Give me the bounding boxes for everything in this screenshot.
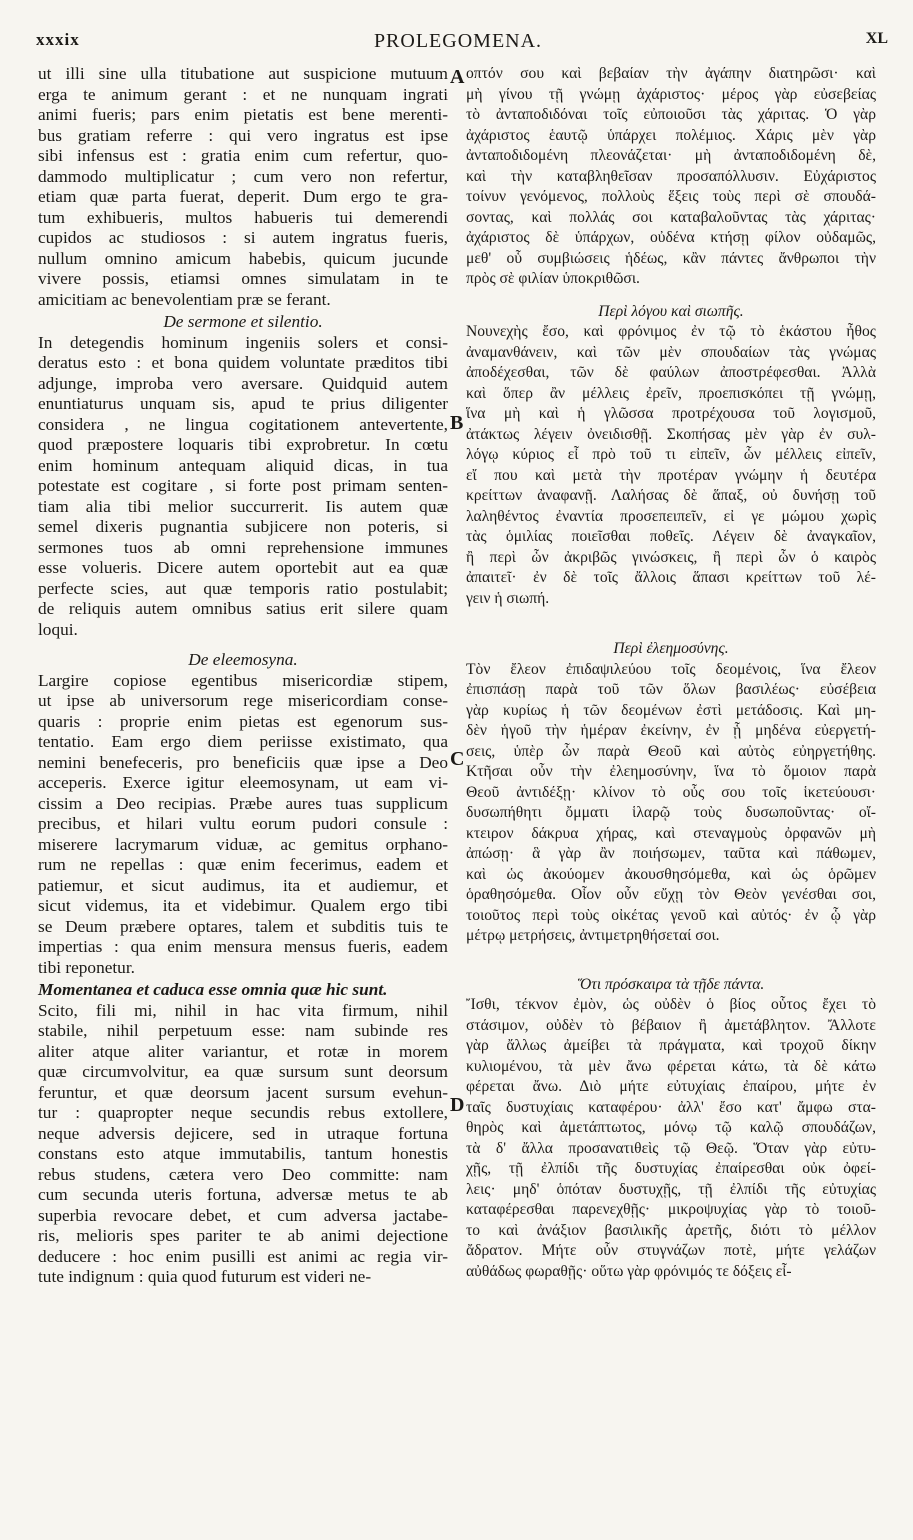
text-line: semel dixeris pugnantia subjicere non poteris, si — [38, 517, 448, 536]
text-line: γὰρ ἄλλως ἀμείβει τὰ πράγματα, καὶ τροχοῦ δίκην — [466, 1037, 876, 1054]
text-line: potestate est cogitare , si forte post primam senten- — [38, 476, 448, 495]
text-line: loqui. — [38, 619, 78, 639]
text-line: Κτῆσαι οὖν τὴν ἐλεημοσύνην, ἵνα τὸ ὅμοιον παρὰ — [466, 763, 876, 780]
text-line: ἐπισπάσῃ παρὰ τοῦ τῶν ὅλων βασιλέως· εὐσέβεια — [466, 681, 876, 698]
page-header — [28, 30, 888, 52]
text-line: καὶ ὅπερ ἂν μέλλεις ἐρεῖν, προεπισκόπει τῇ γνώμῃ, — [466, 384, 876, 402]
text-line: deducere : hoc enim pusilli est animi ac regia vir- — [38, 1246, 448, 1266]
text-line: bus gratiam referre : qui vero ingratus est ipse — [38, 125, 448, 145]
page-number-left: xxxix — [36, 30, 80, 49]
text-line: μεθ' οὗ συμβιώσεις ἡδέως, κἂν πάντες ἄνθρωποι τὴν — [466, 249, 876, 267]
text-line: Scito, fili mi, nihil in hac vita firmum, nihil — [38, 1000, 448, 1020]
text-line: γὰρ κυρίως ἡ τῶν δεομένων ἐστὶ μετάδοσις. Καὶ μη- — [466, 701, 876, 719]
text-line: feruntur, et quæ deorsum jacent sursum evehun- — [38, 1082, 448, 1102]
text-line: μέτρῳ μετρήσεις, ἀντιμετρηθήσεταί σοι. — [466, 927, 720, 944]
text-line: sibi infensus est : gratia enim cum refertur, quo- — [38, 146, 448, 165]
text-line: enim hominum antequam aliquid dicas, in tua — [38, 455, 448, 475]
text-line: Τὸν ἔλεον ἐπιδαψιλεύου τοῖς δεομένοις, ἵνα ἔλεον — [466, 660, 876, 678]
text-line: ἀπώσῃ· ἃ γὰρ ἂν ποιήσωμεν, ταῦτα καὶ πάθωμεν, — [466, 845, 876, 862]
text-line: καὶ ὡς ἀκούομεν ἀκουσθησόμεθα, καὶ ὡς ὁρῶμεν — [466, 865, 876, 883]
text-line: σοντας, καὶ πολλάς σοι καταβαλοῦντας τὰς χάριτας· — [466, 208, 876, 226]
text-line: patiemur, et sicut audimus, ita et audiemur, et — [38, 875, 448, 895]
text-line: κτειρον δάκρυα χήρας, καὶ στεναγμοὺς ὀρφανῶν μὴ — [466, 824, 876, 842]
text-line: deratus esto : et bona quidem voluntate præditos tibi — [38, 353, 448, 372]
text-line: tibi reponetur. — [38, 957, 135, 977]
text-line: λόγῳ κύριος εἶ πρὸ τοῦ τι εἰπεῖν, ὧν μέλλεις εἰπεῖν, — [466, 446, 876, 463]
text-line: ταῖς δυστυχίαις καταφέρου· ἀλλ' ἔσο κατ' ἄμφω στα- — [466, 1098, 876, 1116]
text-line: rebus studens, cætera vero Deo committe: nam — [38, 1164, 448, 1184]
section-heading: De sermone et silentio. — [163, 312, 323, 331]
text-line: δὲν ἡγοῦ τὴν ἡμέραν ἐκείνην, ἐν ᾗ μηδένα εὐεργετή- — [466, 722, 876, 739]
text-line: se Deum præbere optares, talem et subditis tuis te — [38, 916, 448, 936]
text-line: θηρὸς καὶ ἀμετάπτωτος, μόνῳ τῷ καλῷ σπουδάζων, — [466, 1119, 876, 1136]
text-line: ἀναμανθάνειν, καὶ τῶν μὲν σπουδαίων τὰς γνώμας — [466, 343, 876, 361]
text-line: neque adversis dejicere, sed in utraque fortuna — [38, 1123, 448, 1143]
text-line: tentatio. Eam ergo diem periisse existimato, qua — [38, 732, 448, 751]
text-line: καὶ τὴν καταβληθεῖσαν προσαπόλλυσιν. Εὐχάριστος — [466, 167, 876, 185]
text-line: ἵνα μὴ καὶ ἡ γλῶσσα προτρέχουσα τοῦ λογισμοῦ, — [466, 405, 876, 422]
text-line: κυλιομένου, τὰ μὲν ἄνω φέρεται κάτω, τὰ δὲ κάτω — [466, 1057, 876, 1075]
text-line: ἀποδέχεσθαι, τῶν δὲ φαύλων ἀποστρέφεσθαι. Ἀλλὰ — [466, 364, 876, 381]
text-line: ἀνταποδιδομένη πλεονάζεται· μὴ ἀνταποδιδομένη δὲ, — [466, 147, 876, 164]
text-line: σεις, ὑπὲρ ὧν παρὰ Θεοῦ καὶ αὐτὸς εὐηργετήθης. — [466, 742, 876, 760]
text-line: considera , ne lingua cogitationem antevertente, — [38, 414, 448, 434]
text-line: οπτόν σου καὶ βεβαίαν τὴν ἀγάπην διατηρῶσι· καὶ — [466, 65, 876, 82]
text-line: acceperis. Exerce igitur eleemosynam, ut eam vi- — [38, 773, 448, 792]
greek-column — [466, 64, 876, 1282]
text-line: τὸ ἀνταποδιδόναι τοῖς εὐποιοῦσι τὰς χάριτας. Ὁ γὰρ — [466, 106, 876, 123]
text-line: ἀτάκτως λέγειν ὀνειδισθῇ. Σκοπήσας μὲν γὰρ ἐν συλ- — [466, 425, 876, 443]
text-line: το καὶ ἀνάξιον βασιλικῆς ἀρετῆς, διότι τὸ μέλλον — [466, 1221, 876, 1239]
section-heading: Ὅτι πρόσκαιρα τὰ τῇδε πάντα. — [577, 975, 765, 993]
text-line: sicut videmus, ita et videbimur. Qualem ergo tibi — [38, 896, 448, 915]
text-line: Νουνεχὴς ἔσο, καὶ φρόνιμος ἐν τῷ τὸ ἑκάστου ἦθος — [466, 323, 876, 340]
text-line: tute indignum : quia quod futurum est videri ne- — [38, 1267, 372, 1286]
text-line: λαληθέντος ἐναντία προσεπειπεῖν, εἰ γε μώμου χωρὶς — [466, 507, 876, 525]
text-line: tur : quapropter neque secundis rebus extollere, — [38, 1103, 448, 1122]
text-line: Ἴσθι, τέκνον ἐμὸν, ὡς οὐδὲν ὁ βίος οὗτος ἔχει τὸ — [466, 996, 876, 1013]
text-line: λεις· μηδ' ὁπόταν δυστυχῇς, τῇ ἐλπίδι τῆς εὐτυχίας — [466, 1180, 876, 1198]
text-line: κρείττων ἀναφανῇ. Λαλήσας δὲ ἅπαξ, οὐ δυνήσῃ τοῦ — [466, 487, 876, 504]
text-line: nemini benefeceris, pro beneficiis quæ ipse a Deo — [38, 752, 448, 772]
text-line: cum secunda uteris fortuna, adversæ metus te ab — [38, 1185, 448, 1204]
text-line: τὰ δ' ἄλλα προσανατιθεὶς τῷ Θεῷ. Ὅταν γὰρ εὐτυ- — [466, 1139, 876, 1157]
text-line: δυσωπήθητι ὄμματι ἱλαρῷ τοὺς δυσωποῦντας· οἴ- — [466, 804, 876, 821]
text-line: φέρεται ἄνω. Διὸ μήτε εὐτυχίαις ἐπαίρου, μήτε ἐν — [466, 1078, 876, 1095]
text-line: στάσιμον, οὐδὲν τὸ βέβαιον ἢ ἀμετάβλητον. Ἄλλοτε — [466, 1016, 876, 1034]
text-line: In detegendis hominum ingeniis solers et consi- — [38, 332, 448, 352]
text-line: superbia revocare debet, et cum adversa jactabe- — [38, 1205, 448, 1225]
margin-letter-c: C — [450, 748, 465, 770]
text-line: etiam quæ parta fuerat, deperit. Dum ergo te gra- — [38, 187, 448, 206]
section-heading: Momentanea et caduca esse omnia quæ hic sunt. — [38, 980, 388, 999]
text-line: adjunge, improba vero aversare. Quidquid autem — [38, 373, 448, 393]
text-line: γειν ἡ σιωπή. — [466, 589, 550, 607]
text-line: de reliquis autem omnibus satius erit silere quam — [38, 599, 448, 618]
latin-column — [38, 64, 448, 1288]
text-line: ut illi sine ulla titubatione aut suspicione mutuum — [38, 64, 448, 83]
text-line: impertias : qua enim mensura mensus fueris, eadem — [38, 937, 448, 956]
text-line: χῇς, τῇ ἐλπίδι τῆς δυστυχίας ἐπαίρεσθαι οὐκ ὀφεί- — [466, 1160, 876, 1177]
text-line: ut ipse ab universorum rege misericordiam conse- — [38, 691, 448, 710]
text-line: ἀχάριστος δὲ ὑπάρχων, οὐδένα κτήσῃ φίλον οὐδαμῶς, — [466, 229, 876, 246]
section-heading: Περὶ ἐλεημοσύνης. — [613, 640, 729, 657]
section-heading: Περὶ λόγου καὶ σιωπῆς. — [598, 302, 744, 320]
text-line: Θεοῦ ἀντιδέξῃ· κλίνον τὸ οὖς σου τοῖς ἱκετεύουσι· — [466, 783, 876, 801]
text-line: stabile, nihil perpetuum esse: nam subinde res — [38, 1021, 448, 1040]
text-line: sermones tuos ab omni reprehensione immunes — [38, 537, 448, 557]
text-line: miserere lacrymarum viduæ, ac gemitus orphano- — [38, 834, 448, 854]
page-number-right: XL — [865, 30, 888, 47]
text-line: πρὸς σὲ φιλίαν ὑποκριθῶσι. — [466, 270, 640, 287]
text-line: perfecte scies, aut quæ temporis ratio postulabit; — [38, 578, 448, 598]
text-line: esse volueris. Dicere autem oportebit aut ea quæ — [38, 558, 448, 577]
text-line: ὁραθησόμεθα. Οἷον οὖν εὔχῃ τὸν Θεὸν γενέσθαι σοι, — [466, 886, 876, 903]
text-line: Largire copiose egentibus misericordiæ stipem, — [38, 670, 448, 690]
margin-letter-b: B — [450, 412, 464, 434]
text-line: quæ circumvolvitur, ea quæ sursum sunt deorsum — [38, 1062, 448, 1081]
text-line: ἢ περὶ ὧν ἀκριβῶς γινώσκεις, ἢ περὶ ὧν ὁ καιρὸς — [466, 548, 876, 566]
text-line: cissim a Deo recipias. Præbe aures tuas supplicum — [38, 793, 448, 813]
text-line: quod præpostere loquaris tibi exprobretur. In cœtu — [38, 435, 448, 454]
section-heading: De eleemosyna. — [188, 650, 298, 669]
text-line: aliter atque aliter variantur, et rotæ in morem — [38, 1041, 448, 1061]
text-line: animi fueris; pars enim pietatis est bene merenti- — [38, 105, 448, 124]
text-line: erga te animum gerant : et ne nunquam ingrati — [38, 84, 448, 104]
text-line: ἄδρατον. Μήτε οὖν στυγνάζων ποτὲ, μήτε γελάζων — [466, 1242, 876, 1259]
text-line: τοιοῦτος περὶ τοὺς οἰκέτας γενοῦ καὶ αὐτός· ἐν ᾧ γὰρ — [466, 906, 876, 924]
text-line: precibus, et hilari vultu eorum pudori consule : — [38, 814, 448, 833]
text-line: ἀπαιτεῖ· ἐν δὲ τοῖς ἄλλοις ἅπασι κρείττων τοῦ λέ- — [466, 569, 876, 586]
text-line: καταφέρεσθαι παρενεχθῇς· μικροψυχίας γὰρ τὸ τοιοῦ- — [466, 1201, 876, 1218]
text-line: τοίνυν γενόμενος, πολλοὺς ἕξεις τοὺς περὶ σὲ σπουδά- — [466, 188, 876, 205]
text-line: ris, melioris spes pariter te ab animi dejectione — [38, 1226, 448, 1245]
text-line: dammodo multiplicatur ; cum vero non refertur, — [38, 166, 448, 186]
text-line: τὰς ὁμιλίας ποιεῖσθαι ποθεῖς. Λέγειν δὲ ἀναγκαῖον, — [466, 528, 876, 545]
text-line: rum ne repellas : quæ enim fecerimus, eadem et — [38, 855, 448, 874]
text-line: cupidos ac studiosos : si autem ingratus fueris, — [38, 228, 448, 247]
text-line: nullum omnino amicum habebis, quicum jucunde — [38, 248, 448, 268]
text-line: εἴ που καὶ μετὰ τὴν προτέραν γνώμην ἡ δευτέρα — [466, 466, 876, 484]
margin-letter-d: D — [450, 1094, 465, 1116]
running-title: PROLEGOMENA. — [373, 30, 543, 52]
text-line: ἀχάριστος ἑαυτῷ ὑπάρχει πολέμιος. Χάρις μὲν γὰρ — [466, 126, 876, 144]
margin-letter-a: A — [450, 66, 465, 88]
text-line: amicitiam ac benevolentiam præ se ferant. — [38, 289, 331, 309]
text-line: enuntiaturus unquam sis, apud te prius diligenter — [38, 394, 448, 413]
text-line: μὴ γίνου τῇ γνώμῃ ἀχάριστος· μέρος γὰρ εὐσεβείας — [466, 85, 876, 103]
text-line: tiam alia tibi melior succurrerit. Iis autem quæ — [38, 496, 448, 516]
text-line: αὐθάδως φωραθῇς· οὕτω γὰρ φρόνιμός τε δόξεις εἶ- — [466, 1262, 792, 1280]
text-line: quaris : proprie enim pietas est egenorum sus- — [38, 711, 448, 731]
text-line: tum exhibueris, multos habueris tui demerendi — [38, 207, 448, 227]
text-line: vivere possis, etiamsi omnes simulatam in te — [38, 269, 448, 288]
text-line: constans esto atque immutabilis, tantum honestis — [38, 1144, 448, 1163]
